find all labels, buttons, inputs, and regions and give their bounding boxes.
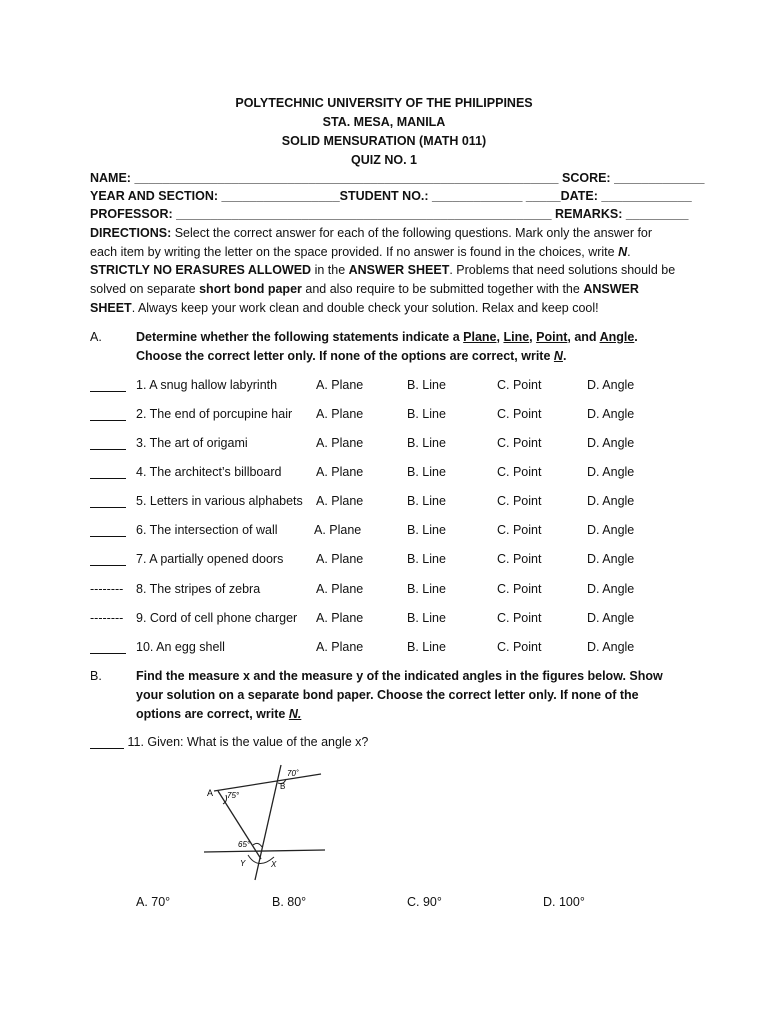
option-d: D. Angle [587, 552, 635, 566]
option-b: B. Line [407, 611, 446, 625]
option-d: D. Angle [587, 407, 635, 421]
item-statement: 2. The end of porcupine hair [136, 407, 293, 421]
label-y: Y [240, 859, 246, 868]
label-b: B [280, 782, 286, 791]
directions-text: . [627, 244, 631, 259]
item-statement: 6. The intersection of wall [136, 523, 278, 537]
directions-paragraph [90, 224, 680, 318]
course-title: SOLID MENSURATION (MATH 011) [281, 134, 487, 148]
section-b-instructions [136, 667, 681, 724]
option-b: B. Line [407, 465, 446, 479]
campus-title: STA. MESA, MANILA [322, 115, 446, 129]
option-c: C. Point [497, 436, 542, 450]
option-d: D. Angle [587, 523, 635, 537]
option-a: A. Plane [316, 640, 364, 654]
quiz-title: QUIZ NO. 1 [351, 153, 417, 167]
section-b-text: Find the measure x and the measure y of the indicated angles in the figures below. Show your solution on a separate bond paper. Choose the correct letter only. If none of the options are correct, write [136, 669, 663, 721]
label-x: X [271, 860, 277, 869]
answer-blank[interactable] [90, 407, 126, 421]
answer-blank[interactable] [90, 378, 126, 392]
year-student-date-field[interactable]: YEAR AND SECTION: _________________STUDENT NO.: _____________ _____DATE: _____________ [90, 189, 692, 203]
option-d: D. Angle [587, 582, 635, 596]
option-d: D. Angle [587, 611, 635, 625]
item-statement: 8. The stripes of zebra [136, 582, 261, 596]
option-d: D. Angle [587, 378, 635, 392]
university-title: POLYTECHNIC UNIVERSITY OF THE PHILIPPINES [235, 96, 533, 110]
no-erasures-note: STRICTLY NO ERASURES ALLOWED [90, 263, 312, 278]
answer-blank[interactable] [90, 640, 126, 654]
plane-term: Plane [463, 330, 497, 344]
question-11-text: 11. Given: What is the value of the angle x? [124, 735, 369, 749]
item-statement: 9. Cord of cell phone charger [136, 611, 298, 625]
option-d: D. Angle [587, 640, 635, 654]
directions-label: DIRECTIONS: [90, 226, 172, 240]
option-b: B. Line [407, 378, 446, 392]
item-statement: 3. The art of origami [136, 436, 248, 450]
separator: , [529, 330, 537, 344]
line-term: Line [503, 330, 530, 344]
answer-blank[interactable] [90, 465, 126, 479]
item-statement: 10. An egg shell [136, 640, 225, 654]
professor-remarks-field[interactable]: PROFESSOR: ______________________________________________________ REMARKS: _________ [90, 207, 689, 221]
answer-blank[interactable] [90, 523, 126, 537]
separator: . [562, 349, 567, 363]
name-score-field[interactable]: NAME: _____________________________________________________________ SCORE: _____________ [90, 171, 705, 185]
option-c: C. Point [497, 523, 542, 537]
option-a: A. Plane [316, 465, 364, 479]
option-b: B. Line [407, 582, 446, 596]
label-75: 75° [227, 791, 240, 800]
answer-blank[interactable] [90, 436, 126, 450]
separator: , and [567, 330, 600, 344]
section-a-instructions [136, 328, 681, 366]
option-d: D. Angle [587, 494, 635, 508]
option-a: A. Plane [316, 552, 364, 566]
option-b: B. Line [407, 552, 446, 566]
directions-text: . Always keep your work clean and double check your solution. Relax and keep cool! [131, 300, 599, 315]
item-statement: 1. A snug hallow labyrinth [136, 378, 278, 392]
label-a: A [207, 788, 214, 798]
section-b-n: N. [288, 707, 302, 721]
separator: , [496, 330, 504, 344]
answer-blank[interactable] [90, 552, 126, 566]
section-b-letter: B. [90, 669, 102, 683]
bottom-line [204, 850, 325, 852]
option-c: C. Point [497, 378, 542, 392]
directions-text: Select the correct answer for each of the following questions. Mark only the answer for each item by writing the letter on the space provided. If no answer is found in the choices, write [90, 226, 653, 259]
point-term: Point [536, 330, 568, 344]
choice-a: A. 70° [136, 895, 171, 909]
answer-blank[interactable] [90, 494, 126, 508]
option-a: A. Plane [314, 523, 362, 537]
section-a-n: N [553, 349, 563, 363]
section-a-letter: A. [90, 330, 102, 344]
item-statement: 4. The architect’s billboard [136, 465, 282, 479]
option-a: A. Plane [316, 611, 364, 625]
angle-arc-65 [253, 843, 262, 847]
choice-b: B. 80° [272, 895, 307, 909]
label-65: 65° [238, 840, 251, 849]
choice-c: C. 90° [407, 895, 442, 909]
angle-figure [198, 763, 332, 881]
answer-sheet-label: ANSWER SHEET [90, 282, 639, 315]
bond-paper-label: short bond paper [199, 282, 302, 297]
option-c: C. Point [497, 407, 542, 421]
directions-text: . Problems that need solutions should be solved on separate [90, 263, 676, 297]
section-a-text: Determine whether the following statements indicate a [136, 330, 464, 344]
answer-sheet-label: ANSWER SHEET [348, 263, 450, 278]
question-11 [90, 735, 368, 749]
directions-text: and also require to be submitted together with the [301, 282, 584, 297]
option-c: C. Point [497, 552, 542, 566]
option-b: B. Line [407, 523, 446, 537]
option-d: D. Angle [587, 436, 635, 450]
option-d: D. Angle [587, 465, 635, 479]
directions-n: N [618, 244, 628, 259]
answer-blank[interactable]: -------- [90, 582, 124, 596]
option-c: C. Point [497, 494, 542, 508]
option-a: A. Plane [316, 436, 364, 450]
option-c: C. Point [497, 582, 542, 596]
answer-blank[interactable] [90, 735, 124, 749]
option-a: A. Plane [316, 494, 364, 508]
option-b: B. Line [407, 494, 446, 508]
option-a: A. Plane [316, 378, 364, 392]
directions-text: in the [311, 263, 349, 278]
item-statement: 5. Letters in various alphabets [136, 494, 303, 508]
option-c: C. Point [497, 611, 542, 625]
section-a-text: . Choose the correct letter only. If none of the options are correct, write [136, 330, 638, 363]
option-b: B. Line [407, 640, 446, 654]
choice-d: D. 100° [543, 895, 585, 909]
top-line [214, 774, 321, 791]
angle-term: Angle [599, 330, 635, 344]
option-c: C. Point [497, 465, 542, 479]
option-c: C. Point [497, 640, 542, 654]
label-70: 70˚ [287, 769, 299, 778]
option-b: B. Line [407, 436, 446, 450]
option-a: A. Plane [316, 407, 364, 421]
item-statement: 7. A partially opened doors [136, 552, 284, 566]
option-a: A. Plane [316, 582, 364, 596]
answer-blank[interactable]: -------- [90, 611, 124, 625]
option-b: B. Line [407, 407, 446, 421]
